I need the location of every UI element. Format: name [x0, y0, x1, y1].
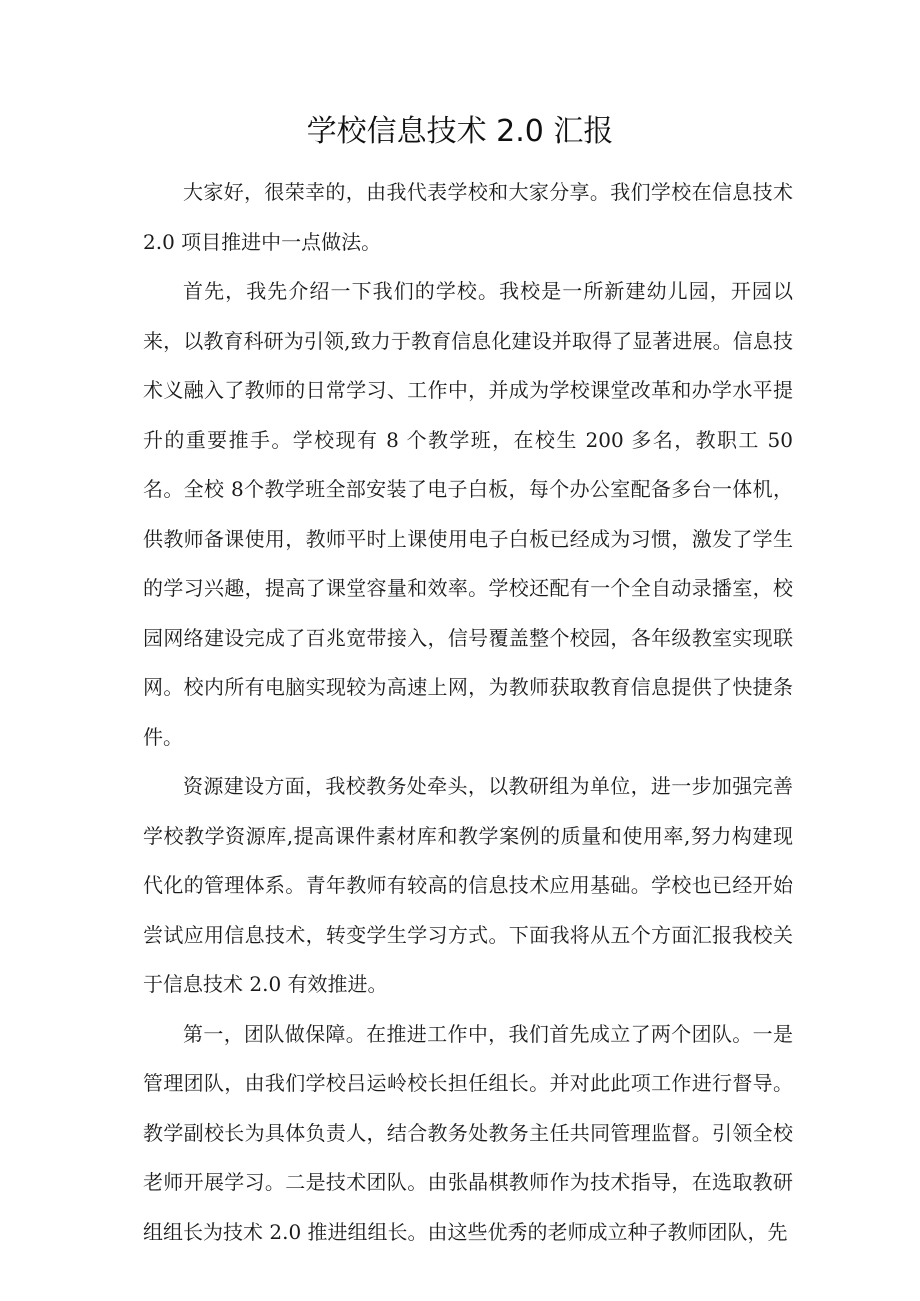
document-body — [143, 168, 793, 1257]
paragraph-team-guarantee: 第一，团队做保障。在推进工作中，我们首先成立了两个团队。一是管理团队，由我们学校吕运岭校长担任组长。并对此此项工作进行督导。教学副校长为具体负责人，结合教务处教务主任共同管理监督。引领全校老师开展学习。二是技术团队。由张晶棋教师作为技术指导，在选取教研组组长为技术 2.0 推进组组长。由这些优秀的老师成立种子教师团队，先 — [143, 1021, 793, 1244]
document-title: 学校信息技术 2.0 汇报 — [306, 114, 614, 149]
paragraph-resource-building: 资源建设方面，我校教务处牵头，以教研组为单位，进一步加强完善学校教学资源库,提高课件素材库和教学案例的质量和使用率,努力构建现代化的管理体系。青年教师有较高的信息技术应用基础。学校也已经开始尝试应用信息技术，转变学生学习方式。下面我将从五个方面汇报我校关于信息技术 2.0 有效推进。 — [143, 774, 793, 996]
paragraph-school-intro: 首先，我先介绍一下我们的学校。我校是一所新建幼儿园，开园以来，以教育科研为引领,致力于教育信息化建设并取得了显著进展。信息技术义融入了教师的日常学习、工作中，并成为学校课堂改革和办学水平提升的重要推手。学校现有 8 个教学班，在校生 200 多名，教职工 50 名。全校 8个教学班全部安装了电子白板，每个办公室配备多台一体机，供教师备课使用，教师平时上课使用电子白板已经成为习惯，激发了学生的学习兴趣，提高了课堂容量和效率。学校还配有一个全自动录播室，校园网络建设完成了百兆宽带接入，信号覆盖整个校园，各年级教室实现联网。校内所有电脑实现较为高速上网，为教师获取教育信息提供了快捷条件。 — [143, 279, 793, 749]
paragraph-greeting: 大家好，很荣幸的，由我代表学校和大家分享。我们学校在信息技术2.0 项目推进中一点做法。 — [143, 180, 793, 254]
